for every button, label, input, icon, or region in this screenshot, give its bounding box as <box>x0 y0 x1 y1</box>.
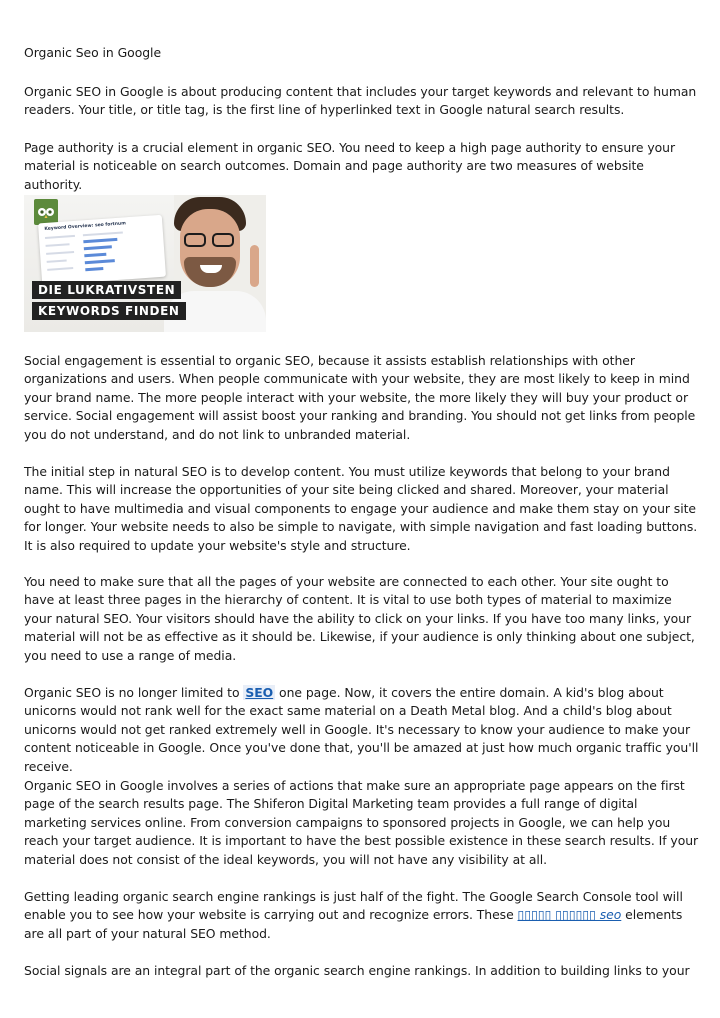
paragraph-5: You need to make sure that all the pages of your website are connected to each other. Your site ought to have at least three pages in the hierarchy of content. It is vital to use both types of material to maximize your natural SEO. Your visitors should have the ability to click on your links. If you have too many links, your material will not be as effective as it should be. Likewise, if your audience is only thinking about one subject, you need to use a range of media. <box>24 574 695 663</box>
banner-line-2: KEYWORDS FINDEN <box>32 302 186 320</box>
video-thumbnail-image <box>24 195 266 332</box>
paragraph-8-text-b: elements are all part of your natural SEO method. <box>24 907 683 941</box>
owl-logo-icon <box>34 199 58 225</box>
glasses-icon <box>182 233 238 247</box>
paragraph-8-text-a: Getting leading organic search engine rankings is just half of the fight. The Google Search Console tool will enable you to see how your website is carrying out and recognize errors. These <box>24 889 683 923</box>
paragraph-8 <box>24 888 700 943</box>
paragraph-6-text-b: one page. Now, it covers the entire domain. A kid's blog about unicorns would not rank well for the exact same material on a Death Metal blog. And a child's blog about unicorns would not get ranked extremely well in Google. It's necessary to know your audience to make your content noticeable in Google. Once you've done that, you'll be amazed at just how much organic traffic you'll receive. <box>24 685 699 774</box>
document-title: Organic Seo in Google <box>24 45 162 60</box>
paragraph-3: Social engagement is essential to organic SEO, because it assists establish relationships with other organizations and users. When people communicate with your website, they are most likely to keep in mind your brand name. The more people interact with your website, the more likely they will buy your product or service. Social engagement will assist boost your ranking and branding. You should not get links from people you do not understand, and do not link to unbranded material. <box>24 353 696 442</box>
seo-services-link[interactable]: ▯▯▯▯▯ ▯▯▯▯▯▯ seo <box>517 907 622 923</box>
paragraph-4: The initial step in natural SEO is to develop content. You must utilize keywords that belong to your brand name. This will increase the opportunities of your site being clicked and shared. Moreover, your material ought to have multimedia and visual components to engage your audience and make them stay on your site for longer. Your website needs to also be simple to navigate, with simple navigation and fast loading buttons. It is also required to update your website's style and structure. <box>24 464 698 553</box>
seo-link[interactable]: SEO <box>245 685 274 700</box>
paragraph-6 <box>24 684 700 776</box>
keyword-overview-card <box>38 215 166 285</box>
card-title: Keyword Overview: seo fortnum <box>44 221 127 232</box>
paragraph-2: Page authority is a crucial element in organic SEO. You need to keep a high page authority to ensure your material is noticeable on search outcomes. Domain and page authority are two measures of website authority. <box>24 140 676 192</box>
pointing-finger <box>250 245 259 287</box>
paragraph-1: Organic SEO in Google is about producing content that includes your target keywords and relevant to human readers. Your title, or title tag, is the first line of hyperlinked text in Google natural search results. <box>24 84 697 118</box>
paragraph-9: Social signals are an integral part of the organic search engine rankings. In addition to building links to your <box>24 963 690 978</box>
paragraph-7: Organic SEO in Google involves a series of actions that make sure an appropriate page appears on the first page of the search results page. The Shiferon Digital Marketing team provides a full range of digital marketing services online. From conversion campaigns to sponsored projects in Google, we can help you reach your target audience. It is important to have the best possible existence in these search results. If your material does not consist of the ideal keywords, you will not have any visibility at all. <box>24 778 699 867</box>
paragraph-6-text-a: Organic SEO is no longer limited to <box>24 685 244 700</box>
banner-line-1: DIE LUKRATIVSTEN <box>32 281 181 299</box>
